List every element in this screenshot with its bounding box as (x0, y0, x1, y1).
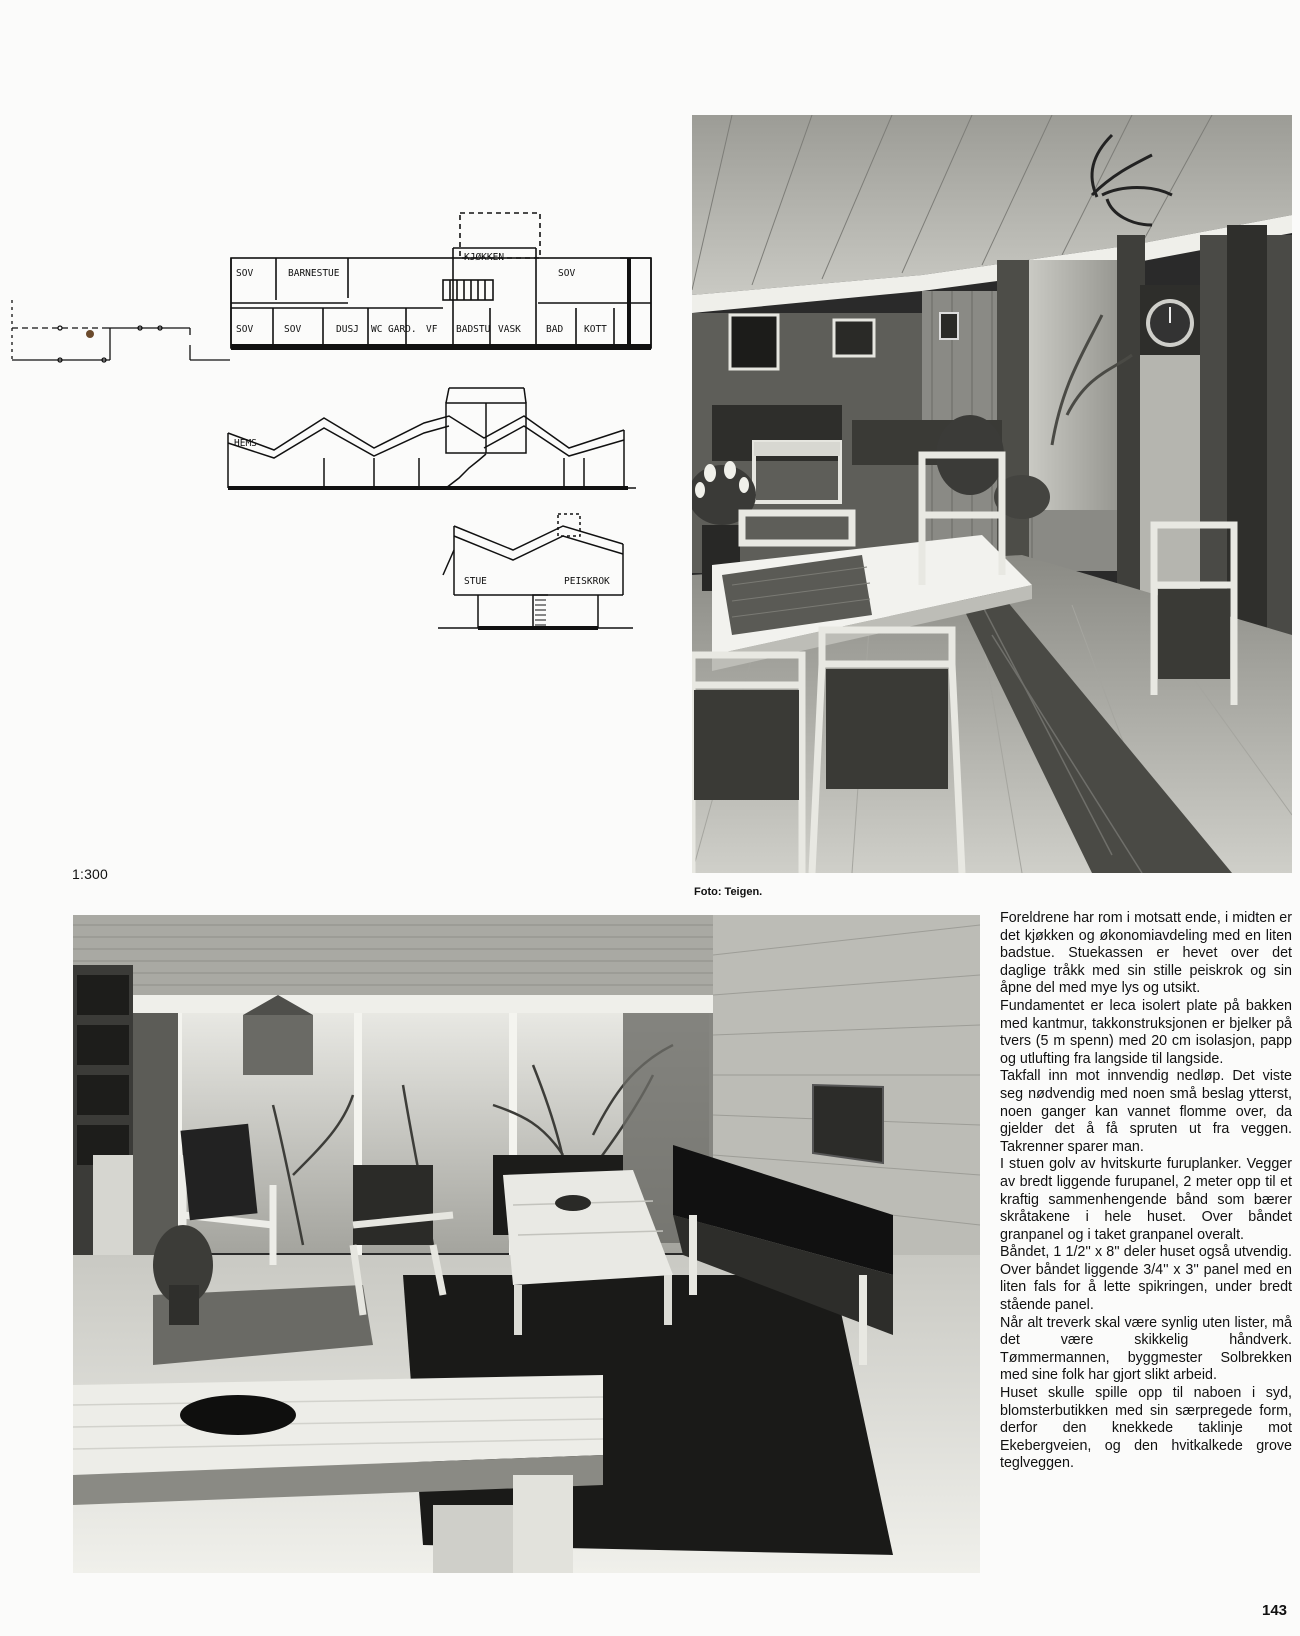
article-paragraph: I stuen golv av hvitskurte furuplanker. Vegger av bredt liggende furupanel, 2 meter opp til et kraftig sammenhengende bånd som bærer skråtakene i hele huset. Over båndet granpanel og i taket granpanel overalt. (1000, 1156, 1292, 1243)
room-label-vf: VF (426, 324, 438, 335)
room-label-vask: VASK (498, 324, 521, 335)
article-paragraph: Fundamentet er leca isolert plate på bakken med kantmur, takkonstruksjonen er bjelker på tvers (5 m spenn) med 20 cm isolasjon, papp og utlufting fra langside til langside. (1000, 997, 1292, 1067)
article-paragraph: Båndet, 1 1/2'' x 8'' deler huset også utvendig. Over båndet liggende 3/4'' x 3'' panel med en liten fals for å lette spikringen, under bredt stående panel. (1000, 1244, 1292, 1314)
dining-area-photo (692, 115, 1292, 873)
long-section (224, 388, 644, 513)
article-paragraph: Takfall inn mot innvendig nedløp. Det viste seg nødvendig med noen små beslag ytterst, noen ganger kan vannet flomme over, da gjelder det å få spruten ut fra veggen. Takrenner sparer man. (1000, 1068, 1292, 1155)
living-room-photo (73, 915, 980, 1573)
room-label-gard: GARD. (388, 324, 417, 335)
page-number: 143 (1262, 1602, 1288, 1619)
section-label-peiskrok: PEISKROK (564, 576, 610, 587)
room-label-sov: SOV (236, 324, 254, 335)
room-label-bad: BAD (546, 324, 564, 335)
room-label-badstu: BADSTU (456, 324, 491, 335)
article-paragraph: Foreldrene har rom i motsatt ende, i midten er det kjøkken og økonomiavdeling med en liten badstue. Stuekassen er hevet over det daglige tråkk med sin stille peiskrok og sin åpne del med mye lys og utsikt. (1000, 910, 1292, 997)
article-text (1000, 910, 1292, 1473)
room-label-kott: KOTT (584, 324, 607, 335)
cross-section (438, 520, 638, 650)
room-label-wc: WC (371, 324, 383, 335)
room-label-sov: SOV (236, 268, 254, 279)
room-label-kjokken: KJØKKEN (464, 252, 505, 263)
section-label-stue: STUE (464, 576, 487, 587)
site-plan-fragment (0, 290, 240, 370)
room-label-sov: SOV (558, 268, 576, 279)
section-label-hems: HEMS (234, 438, 257, 449)
photo-caption: Foto: Teigen. (694, 886, 763, 898)
article-paragraph: Huset skulle spille opp til naboen i syd, blomsterbutikken med sin særpregede form, derfor den knekkede taklinje mot Ekebergveien, og den hvitkalkede grove teglveggen. (1000, 1385, 1292, 1472)
room-label-barnestue: BARNESTUE (288, 268, 340, 279)
scale-label: 1:300 (72, 866, 109, 882)
floor-plan (228, 208, 658, 368)
room-label-sov: SOV (284, 324, 302, 335)
room-label-dusj: DUSJ (336, 324, 359, 335)
article-paragraph: Når alt treverk skal være synlig uten lister, må det være skikkelig håndverk. Tømmermannen, byggmester Solbrekken med sine folk har gjort slikt arbeid. (1000, 1314, 1292, 1384)
